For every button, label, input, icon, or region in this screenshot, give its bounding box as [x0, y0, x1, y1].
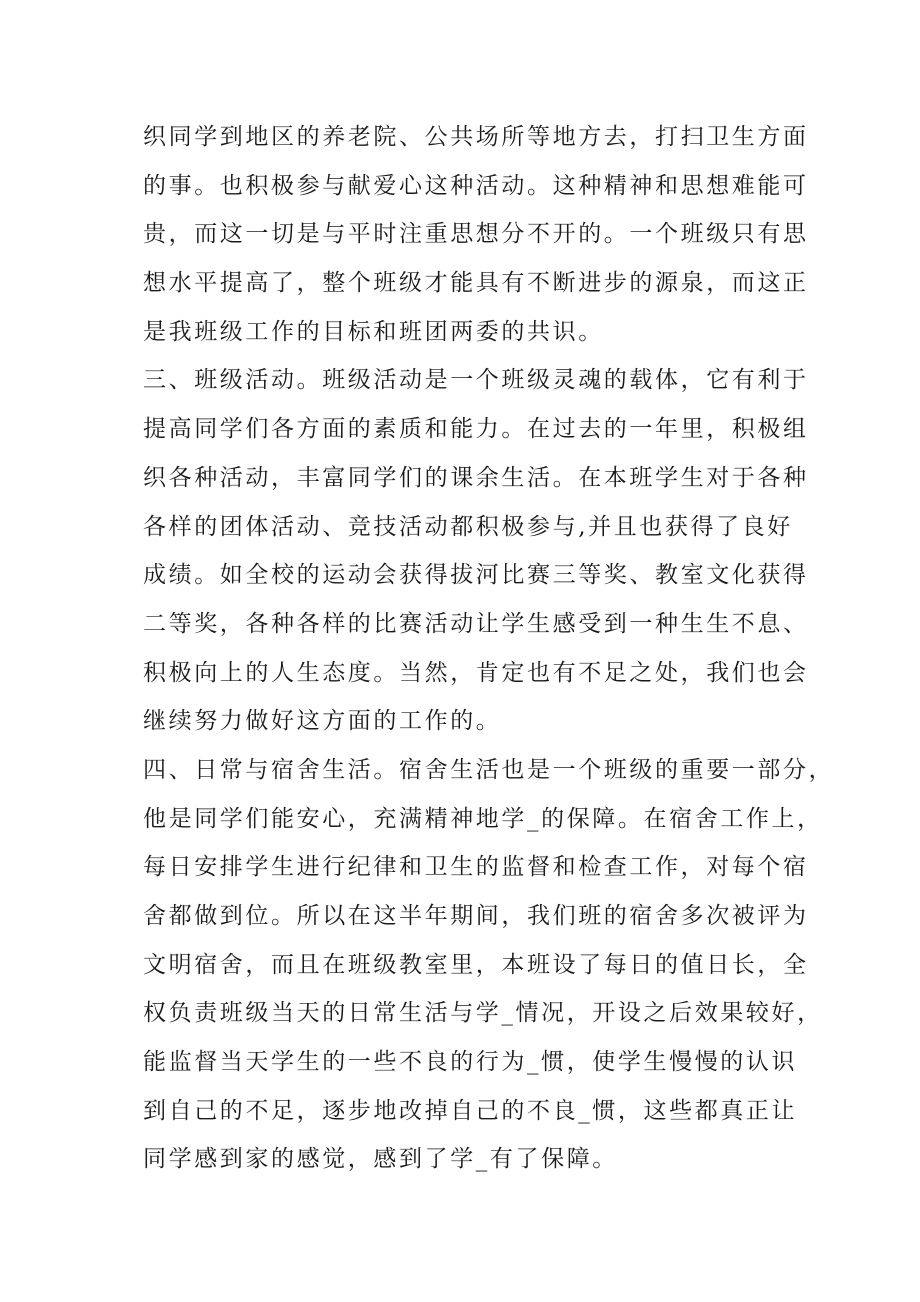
text-line: 贵，而这一切是与平时注重思想分不开的。一个班级只有思	[143, 221, 809, 248]
text-line: 同学感到家的感觉，感到了学_有了保障。	[143, 1146, 618, 1173]
text-line: 舍都做到位。所以在这半年期间，我们班的宿舍多次被评为	[143, 903, 809, 929]
text-line: 的事。也积极参与献爱心这种活动。这种精神和思想难能可	[143, 172, 809, 199]
text-line: 成绩。如全校的运动会获得拔河比赛三等奖、教室文化获得	[143, 562, 809, 589]
text-line: 能监督当天学生的一些不良的行为_惯，使学生慢慢的认识	[143, 1049, 798, 1076]
text-line: 文明宿舍，而且在班级教室里，本班设了每日的值日长，全	[143, 951, 809, 978]
text-line: 到自己的不足，逐步地改掉自己的不良_惯，这些都真正让	[143, 1097, 798, 1124]
section-three-heading-line: 三、班级活动。班级活动是一个班级灵魂的载体，它有利于	[143, 367, 809, 394]
section-four-heading-line: 四、日常与宿舍生活。宿舍生活也是一个班级的重要一部分，	[143, 756, 835, 783]
body-text	[143, 113, 835, 1184]
text-line: 权负责班级当天的日常生活与学_情况，开设之后效果较好，	[143, 1000, 823, 1027]
text-line: 继续努力做好这方面的工作的。	[143, 708, 502, 735]
text-line: 二等奖，各种各样的比赛活动让学生感受到一种生生不息、	[143, 610, 809, 637]
text-line: 想水平提高了，整个班级才能具有不断进步的源泉，而这正	[143, 270, 809, 297]
text-line: 积极向上的人生态度。当然，肯定也有不足之处，我们也会	[143, 659, 809, 686]
text-line: 是我班级工作的目标和班团两委的共识。	[143, 318, 604, 345]
text-line: 织同学到地区的养老院、公共场所等地方去，打扫卫生方面	[143, 124, 809, 150]
text-line: 各样的团体活动、竞技活动都积极参与,并且也获得了良好	[143, 513, 793, 540]
text-line: 织各种活动，丰富同学们的课余生活。在本班学生对于各种	[143, 464, 809, 491]
text-line: 每日安排学生进行纪律和卫生的监督和检查工作，对每个宿	[143, 854, 809, 881]
text-line: 提高同学们各方面的素质和能力。在过去的一年里，积极组	[143, 416, 809, 443]
text-line: 他是同学们能安心，充满精神地学_的保障。在宿舍工作上，	[143, 805, 823, 832]
